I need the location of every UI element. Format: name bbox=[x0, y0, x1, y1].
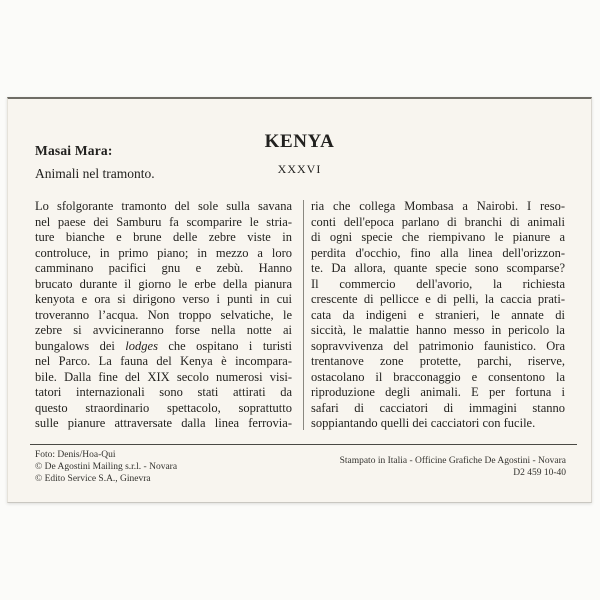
text-line: zebre si avvicineranno forse nella notte ai bbox=[35, 323, 292, 337]
text-line: ture bianche e brune delle zebre viste in bbox=[35, 230, 292, 244]
text-line: safari di cacciatori di immagini stanno bbox=[311, 400, 565, 415]
publisher-credit: © De Agostini Mailing s.r.l. - Novara bbox=[35, 462, 178, 472]
text-line: ostacolano il bracconaggio e consentono la bbox=[311, 369, 565, 384]
text-line: camminano pacifici gnu e zebù. Hanno bbox=[35, 261, 292, 275]
body-text bbox=[35, 199, 565, 432]
text-line: brucato durante il giorno le erbe della pianura bbox=[35, 276, 292, 291]
text-line: Lo sfolgorante tramonto del sole sulla savana bbox=[35, 199, 292, 213]
text-line: soppiantando quelli dei cacciatori con fucile. bbox=[311, 416, 536, 430]
print-credit: Stampato in Italia - Officine Grafiche De Agostini - Novara bbox=[339, 456, 566, 466]
service-credit: © Edito Service S.A., Ginevra bbox=[35, 474, 151, 484]
series-number: XXXVI bbox=[277, 162, 322, 176]
photo-credit: Foto: Denis/Hoa-Qui bbox=[35, 450, 116, 460]
text-line: riproduzione degli animali. E per fortuna i bbox=[311, 385, 565, 399]
footer-left-credits bbox=[35, 449, 177, 485]
text-line: nel paese dei Samburu fa scomparire le stria- bbox=[35, 214, 292, 229]
text-line: perdita d'occhio, fino alla linea dell'orizzon- bbox=[311, 245, 565, 260]
text-line: cata da indigeni e stranieri, le annate di bbox=[311, 307, 565, 322]
column-divider-rule bbox=[303, 200, 304, 430]
text-column-left bbox=[35, 199, 292, 432]
text-line: kenyota e ora si dirigono verso i punti in cui bbox=[35, 292, 292, 306]
footer-right-credits bbox=[340, 456, 566, 479]
text-line: nel Parco. La fauna del Kenya è incompara- bbox=[35, 354, 292, 368]
text-line: ria che collega Mombasa a Nairobi. I reso- bbox=[311, 199, 565, 213]
text-line: di ogni specie che riempivano le pianure a bbox=[311, 230, 565, 244]
region-title: Masai Mara: bbox=[35, 143, 113, 158]
text-line: bungalows dei lodges che ospitano i turisti bbox=[35, 338, 292, 353]
text-line: trentanove zone protette, parchi, riserve, bbox=[311, 354, 565, 368]
footer-divider-rule bbox=[30, 444, 577, 445]
text-line: crescente di pellicce e di pelli, la caccia prati- bbox=[311, 292, 565, 306]
text-line: Il commercio dell'avorio, la richiesta bbox=[311, 276, 565, 291]
text-line: controluce, in primo piano; in mezzo a loro bbox=[35, 245, 292, 260]
text-line: tatori internazionali sono stati attirati da bbox=[35, 385, 292, 399]
text-line: siccità, le malattie hanno messo in pericolo la bbox=[311, 323, 565, 337]
text-line: troveranno l’acqua. Non troppo selvatiche, le bbox=[35, 307, 292, 322]
text-line: conti dell'epoca parlano di branchi di animali bbox=[311, 214, 565, 229]
text-line: bile. Dalla fine del XIX secolo numerosi visi- bbox=[35, 369, 292, 384]
region-subtitle: Animali nel tramonto. bbox=[35, 166, 155, 181]
text-line: sulle pianure attraversate dalla linea ferrovia- bbox=[35, 416, 292, 430]
text-line: questo straordinario spettacolo, soprattutto bbox=[35, 400, 292, 415]
text-column-right bbox=[311, 199, 565, 432]
text-line: sopravvivenza del patrimonio faunistico. Ora bbox=[311, 338, 565, 353]
text-line: te. Da allora, quante specie sono scomparse? bbox=[311, 261, 565, 275]
product-code: D2 459 10-40 bbox=[513, 467, 566, 478]
postcard-back bbox=[7, 97, 592, 503]
country-title: KENYA bbox=[264, 131, 335, 152]
